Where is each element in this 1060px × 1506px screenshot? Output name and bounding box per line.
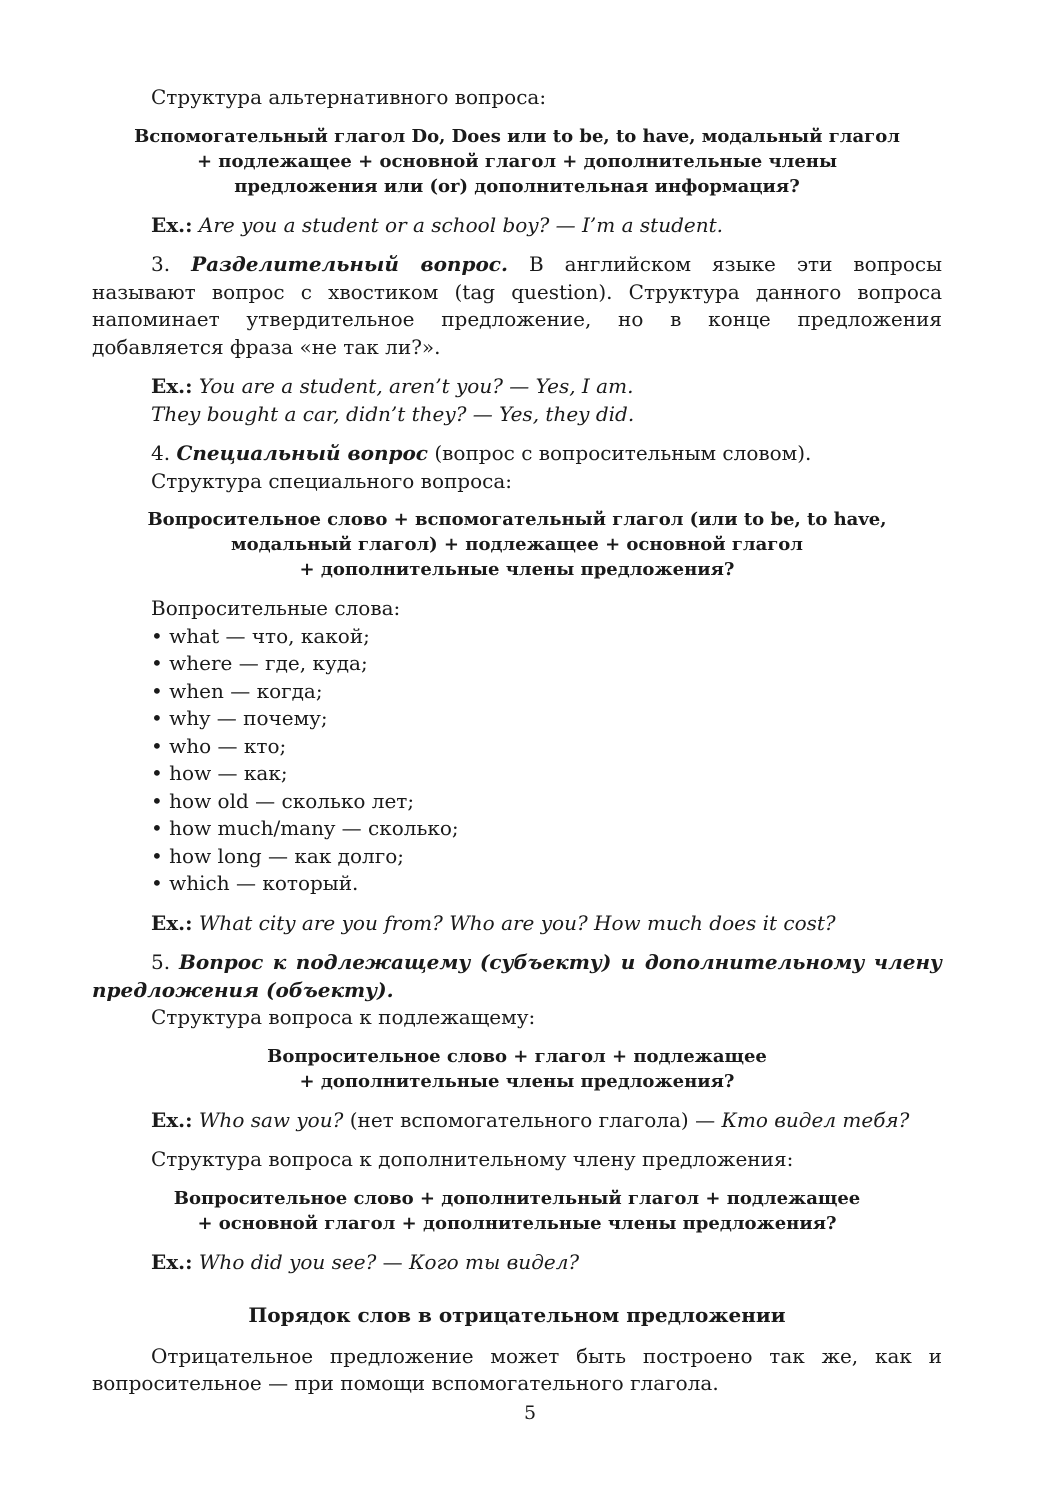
page-number: 5 (523, 1402, 537, 1424)
example-question: Who did you see? (198, 1249, 377, 1274)
example-label: Ex.: (151, 212, 193, 237)
page-content (92, 84, 942, 1398)
example-label: Ex.: (151, 910, 193, 935)
example-text: You are a student, aren’t you? — Yes, I am. (198, 374, 634, 398)
example-question: Who saw you? (198, 1107, 344, 1132)
object-question-intro: Структура вопроса к дополнительному члену предложения: (151, 1147, 794, 1171)
example-label: Ex.: (151, 1249, 193, 1274)
alt-question-formula (92, 124, 942, 199)
formula-line: Вопросительное слово + глагол + подлежащее (267, 1045, 767, 1067)
list-item: • how long — как долго; (151, 843, 404, 868)
formula-line: + дополнительные члены предложения? (299, 559, 735, 580)
list-item: • how — как; (151, 761, 288, 785)
item-number: 5. (151, 950, 171, 974)
formula-line: предложения или (or) дополнительная информация? (234, 175, 800, 197)
subject-question-intro: Структура вопроса к подлежащему: (151, 1005, 536, 1029)
special-example (92, 910, 942, 938)
list-item: • which — который. (151, 871, 359, 895)
formula-line: + дополнительные члены предложения? (299, 1070, 735, 1092)
list-item: • when — когда; (151, 678, 323, 703)
alt-question-intro: Структура альтернативного вопроса: (151, 85, 547, 109)
formula-line: + подлежащее + основной глагол + дополнительные члены (196, 150, 838, 172)
question-words-title: Вопросительные слова: (151, 596, 401, 620)
tag-example-1 (92, 373, 942, 401)
list-item: • why — почему; (151, 706, 328, 730)
tag-question-paragraph (92, 251, 942, 361)
tag-example-2: They bought a car, didn’t they? — Yes, they did. (151, 401, 635, 426)
formula-line: модальный глагол) + подлежащее + основной глагол (230, 534, 803, 555)
formula-line: Вспомогательный глагол Do, Does или to be, to have, модальный глагол (134, 125, 900, 147)
special-question-title: Специальный вопрос (176, 441, 428, 465)
question-words-list (92, 623, 942, 898)
list-item: • what — что, какой; (151, 623, 370, 648)
example-label: Ex.: (151, 374, 193, 398)
list-item: • how old — сколько лет; (151, 788, 415, 813)
list-item: • who — кто; (151, 733, 287, 758)
subject-question-heading (92, 949, 942, 1004)
formula-line: + основной глагол + дополнительные члены предложения? (197, 1212, 837, 1234)
special-question-heading (92, 440, 942, 468)
list-item: • where — где, куда; (151, 651, 368, 675)
example-text: What city are you from? Who are you? How much does it cost? (198, 910, 836, 935)
example-translation: Кто видел тебя? (721, 1107, 910, 1132)
special-question-intro: Структура специального вопроса: (151, 468, 513, 493)
object-example (92, 1249, 942, 1277)
alt-example (92, 212, 942, 240)
tag-question-body: В английском языке эти вопросы называют вопрос с хвостиком (tag question). Структура данного вопроса напоминает утвердительное предложение, но в конце предложения добавляется фраза «не так ли?». (92, 252, 942, 359)
list-item: • how much/many — сколько; (151, 816, 459, 840)
special-question-title-rest: (вопрос с вопросительным словом). (434, 441, 812, 465)
item-number: 4. (151, 441, 171, 465)
example-label: Ex.: (151, 1107, 193, 1132)
object-question-formula (92, 1186, 942, 1236)
example-note: (нет вспомогательного глагола) — (349, 1107, 716, 1132)
subject-question-title: Вопрос к подлежащему (субъекту) и дополнительному члену предложения (объекту). (92, 950, 943, 1002)
formula-line: Вопросительное слово + вспомогательный глагол (или to be, to have, (147, 509, 887, 530)
formula-line: Вопросительное слово + дополнительный глагол + подлежащее (173, 1187, 861, 1209)
example-text: Are you a student or a school boy? — I’m a student. (198, 212, 723, 237)
example-translation: Кого ты видел? (409, 1249, 580, 1274)
item-number: 3. (151, 252, 171, 276)
example-dash: — (382, 1249, 403, 1274)
special-question-formula (92, 507, 942, 582)
negative-paragraph: Отрицательное предложение может быть построено так же, как и вопросительное — при помощи вспомогательного глагола. (92, 1343, 942, 1395)
subject-example (92, 1107, 942, 1135)
tag-question-title: Разделительный вопрос. (191, 252, 508, 276)
section-heading: Порядок слов в отрицательном предложении (248, 1303, 786, 1327)
subject-question-formula (92, 1044, 942, 1094)
